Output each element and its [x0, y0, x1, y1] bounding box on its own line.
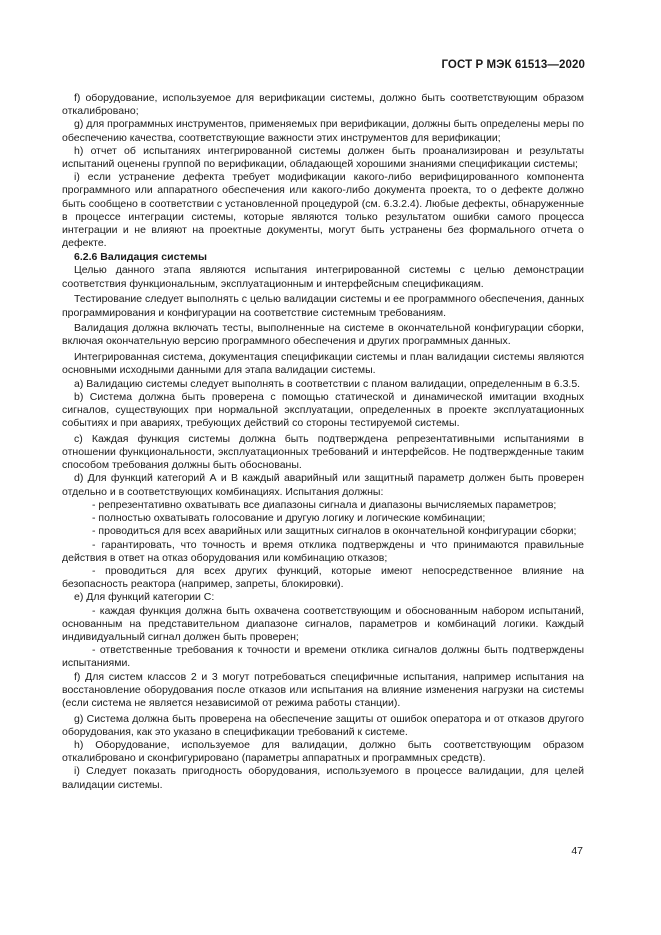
- document-id-header: ГОСТ Р МЭК 61513—2020: [441, 59, 585, 71]
- paragraph-f-verification: f) оборудование, используемое для верификации системы, должно быть соответствующим образом откалибровано;: [62, 92, 584, 118]
- item-d: d) Для функций категорий А и В каждый аварийный или защитный параметр должен быть проверен отдельно и в соответствующих комбинациях. Испытания должны:: [62, 472, 584, 498]
- item-h: h) Оборудование, используемое для валидации, должно быть соответствующим образом откалибровано и сконфигурировано (параметры аппаратных и программных средств).: [62, 739, 584, 765]
- paragraph-g-verification: g) для программных инструментов, применяемых при верификации, должны быть определены меры по обеспечению качества, соответствующие важности этих инструментов для верификации;: [62, 118, 584, 144]
- item-a: а) Валидацию системы следует выполнять в соответствии с планом валидации, определенным в 6.3.5.: [74, 377, 581, 390]
- item-i: i) Следует показать пригодность оборудования, используемого в процессе валидации, для целей валидации системы.: [62, 765, 584, 791]
- item-d-bullet: - репрезентативно охватывать все диапазоны сигнала и диапазоны вычисляемых параметров;: [92, 498, 557, 511]
- page-body: [62, 92, 584, 792]
- item-e: e) Для функций категории С:: [74, 591, 215, 604]
- intro-paragraph: Интегрированная система, документация спецификации системы и план валидации системы являются основными исходными данными для этапа валидации системы.: [62, 351, 584, 377]
- item-d-bullet: - полностью охватывать голосование и другую логику и логические комбинации;: [92, 512, 486, 525]
- paragraph-h-verification: h) отчет об испытаниях интегрированной системы должен быть проанализирован и результаты испытаний оценены группой по верификации, обладающей хорошими знаниями спецификации системы;: [62, 144, 584, 171]
- item-d-bullet: - проводиться для всех других функций, которые имеют непосредственное влияние на безопасность реактора (например, запреты, блокировки).: [62, 564, 584, 591]
- section-heading: 6.2.6 Валидация системы: [74, 251, 207, 264]
- item-b: b) Система должна быть проверена с помощью статической и динамической имитации входных сигналов, существующих при нормальной эксплуатации, определенных в проекте эксплуатационных событиях и при авариях, требующих действий со стороны тестируемой системы.: [62, 390, 584, 430]
- item-f: f) Для систем классов 2 и 3 могут потребоваться специфичные испытания, например испытания на восстановление оборудования после отказов или испытания на влияние изменения нагрузки на системы (если система не является независимой от режима работы станции).: [62, 670, 584, 709]
- intro-paragraph: Целью данного этапа являются испытания интегрированной системы с целью демонстрации соответствия функциональным, эксплуатационным и интерфейсным спецификациям.: [62, 264, 584, 290]
- page-number: 47: [571, 845, 583, 857]
- item-e-bullet: - каждая функция должна быть охвачена соответствующим и обоснованным набором испытаний, основанным на представительном диапазоне сигналов, параметров и комбинаций логики. Каждый индивидуальный сигнал должен быть проверен;: [62, 604, 584, 643]
- intro-paragraph: Валидация должна включать тесты, выполненные на системе в окончательной конфигурации сборки, включая окончательную версию программного обеспечения и других программных данных.: [62, 322, 584, 348]
- paragraph-i-verification: i) если устранение дефекта требует модификации какого-либо верифицированного компонента программного или аппаратного обеспечения или какого-либо документа проекта, то о дефекте должно быть сообщено в соответствии с установленной процедурой (см. 6.3.2.4). Любые дефекты, обнаруженные в процессе интеграции системы, которые являются только результатом ошибки самого процесса интеграции и не влияют на проектные документы, могут быть устранены без формального отчета о дефекте.: [62, 171, 584, 250]
- item-e-bullet: - ответственные требования к точности и времени отклика сигналов должны быть подтверждены испытаниями.: [62, 644, 584, 670]
- intro-paragraph: Тестирование следует выполнять с целью валидации системы и ее программного обеспечения, данных программирования и конфигурации на соответствие системным требованиям.: [62, 293, 584, 319]
- item-c: c) Каждая функция системы должна быть подтверждена репрезентативными испытаниями в отношении функциональности, эксплуатационных требований и интерфейсов. Не подтвержденные таким способом требования должны быть обоснованы.: [62, 432, 584, 472]
- item-g: g) Система должна быть проверена на обеспечение защиты от ошибок оператора и от отказов другого оборудования, как это указано в спецификации требований к системе.: [62, 712, 584, 738]
- item-d-bullet: - проводиться для всех аварийных или защитных сигналов в окончательной конфигурации сборки;: [92, 525, 577, 538]
- item-d-bullet: - гарантировать, что точность и время отклика подтверждены и что принимаются правильные действия в ответ на отказ оборудования или комбинацию отказов;: [62, 538, 584, 564]
